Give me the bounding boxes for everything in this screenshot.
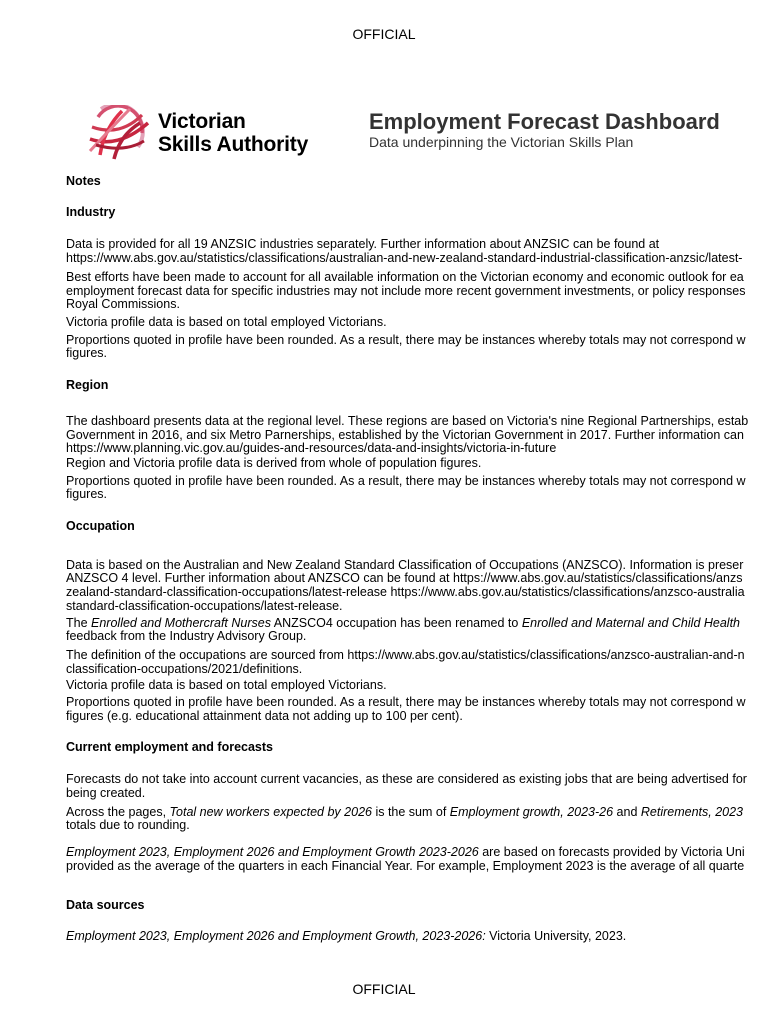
occupation-p5-l1: Proportions quoted in profile have been rounded. As a result, there may be instances whereby totals may not correspond w (66, 695, 746, 709)
occupation-p4: Victoria profile data is based on total employed Victorians. (66, 678, 387, 692)
current-heading: Current employment and forecasts (66, 740, 273, 754)
industry-p3: Victoria profile data is based on total employed Victorians. (66, 315, 387, 329)
logo-line-2: Skills Authority (158, 133, 309, 156)
occupation-p1-l4: standard-classification-occupations/latest-release. (66, 599, 343, 613)
occupation-p3-l2: classification-occupations/2021/definitions. (66, 662, 303, 676)
sources-p1-term: Employment 2023, Employment 2026 and Employment Growth, 2023-2026: (66, 929, 486, 943)
current-p2-term-2: Employment growth, 2023-26 (449, 805, 614, 819)
occupation-p5-l2: figures (e.g. educational attainment data not adding up to 100 per cent). (66, 709, 463, 723)
occupation-p2-text-2: ANZSCO4 occupation has been renamed to (270, 616, 522, 630)
industry-p4-l2: figures. (66, 346, 107, 360)
industry-p2-l1: Best efforts have been made to account for all available information on the Victorian economy and economic outlook for ea (66, 270, 744, 284)
sources-p1 (66, 930, 626, 944)
dashboard-title: Employment Forecast Dashboard (369, 109, 720, 134)
current-p2-term-3: Retirements, 2023 (640, 805, 744, 819)
current-p2-text-1: Across the pages, (66, 805, 170, 819)
sources-p1-text: Victoria University, 2023. (485, 929, 627, 943)
occupation-p2-l2: feedback from the Industry Advisory Group. (66, 629, 307, 643)
current-p3-l1 (66, 846, 745, 860)
occupation-p2-text-1: The (66, 616, 92, 630)
region-p1-l1: The dashboard presents data at the regional level. These regions are based on Victoria's nine Regional Partnerships, estab (66, 414, 749, 428)
security-marking-top: OFFICIAL (352, 26, 416, 42)
vsa-logo-wordmark (158, 110, 308, 156)
page-header (0, 100, 768, 164)
industry-p1-l2: https://www.abs.gov.au/statistics/classifications/australian-and-new-zealand-standard-industrial-classification-anzsic/latest- (66, 251, 743, 265)
industry-p4-l1: Proportions quoted in profile have been rounded. As a result, there may be instances whereby totals may not correspond w (66, 333, 746, 347)
current-p3-term: Employment 2023, Employment 2026 and Employment Growth 2023-2026 (66, 845, 479, 859)
current-p3-l2: provided as the average of the quarters in each Financial Year. For example, Employment 2023 is the average of all quarte (66, 859, 745, 873)
vsa-globe-logo-icon (86, 105, 150, 161)
current-p2-text-2: is the sum of (371, 805, 450, 819)
region-heading: Region (66, 378, 109, 392)
occupation-p1-l3: zealand-standard-classification-occupations/latest-release https://www.abs.gov.au/statistics/classifications/anzsco-australia (66, 585, 745, 599)
industry-heading: Industry (66, 205, 116, 219)
occupation-p1-l1: Data is based on the Australian and New Zealand Standard Classification of Occupations (ANZSCO). Information is preser (66, 558, 744, 572)
sources-heading: Data sources (66, 898, 145, 912)
industry-p2-l3: Royal Commissions. (66, 297, 180, 311)
current-p2-text-3: and (613, 805, 641, 819)
region-p3-l2: figures. (66, 487, 107, 501)
occupation-p2-old-name: Enrolled and Mothercraft Nurses (91, 616, 271, 630)
occupation-p1-l2: ANZSCO 4 level. Further information about ANZSCO can be found at https://www.abs.gov.au/statistics/classifications/anzs (66, 571, 743, 585)
occupation-p2-new-name: Enrolled and Maternal and Child Health (521, 616, 741, 630)
security-marking-bottom: OFFICIAL (352, 981, 416, 997)
region-p1-l3: https://www.planning.vic.gov.au/guides-and-resources/data-and-insights/victoria-in-future (66, 441, 557, 455)
occupation-heading: Occupation (66, 519, 135, 533)
current-p2-term-1: Total new workers expected by 2026 (169, 805, 372, 819)
logo-line-1: Victorian (158, 110, 246, 133)
region-p3-l1: Proportions quoted in profile have been rounded. As a result, there may be instances whereby totals may not correspond w (66, 474, 746, 488)
industry-p2-l2: employment forecast data for specific industries may not include more recent government investments, or policy responses (66, 284, 746, 298)
current-p1-l1: Forecasts do not take into account current vacancies, as these are considered as existing jobs that are being advertised for (66, 772, 747, 786)
notes-heading: Notes (66, 174, 101, 188)
occupation-p3-l1: The definition of the occupations are sourced from https://www.abs.gov.au/statistics/classifications/anzsco-australian-and-n (66, 648, 745, 662)
region-p2: Region and Victoria profile data is derived from whole of population figures. (66, 456, 482, 470)
industry-p1-l1: Data is provided for all 19 ANZSIC industries separately. Further information about ANZSIC can be found at (66, 237, 660, 251)
notes-content (66, 173, 768, 948)
dashboard-subtitle: Data underpinning the Victorian Skills Plan (369, 134, 634, 150)
current-p1-l2: being created. (66, 786, 146, 800)
current-p3-text: are based on forecasts provided by Victoria Uni (478, 845, 745, 859)
current-p2-l2: totals due to rounding. (66, 818, 190, 832)
region-p1-l2: Government in 2016, and six Metro Parnerships, established by the Victorian Government in 2017. Further information can (66, 428, 744, 442)
